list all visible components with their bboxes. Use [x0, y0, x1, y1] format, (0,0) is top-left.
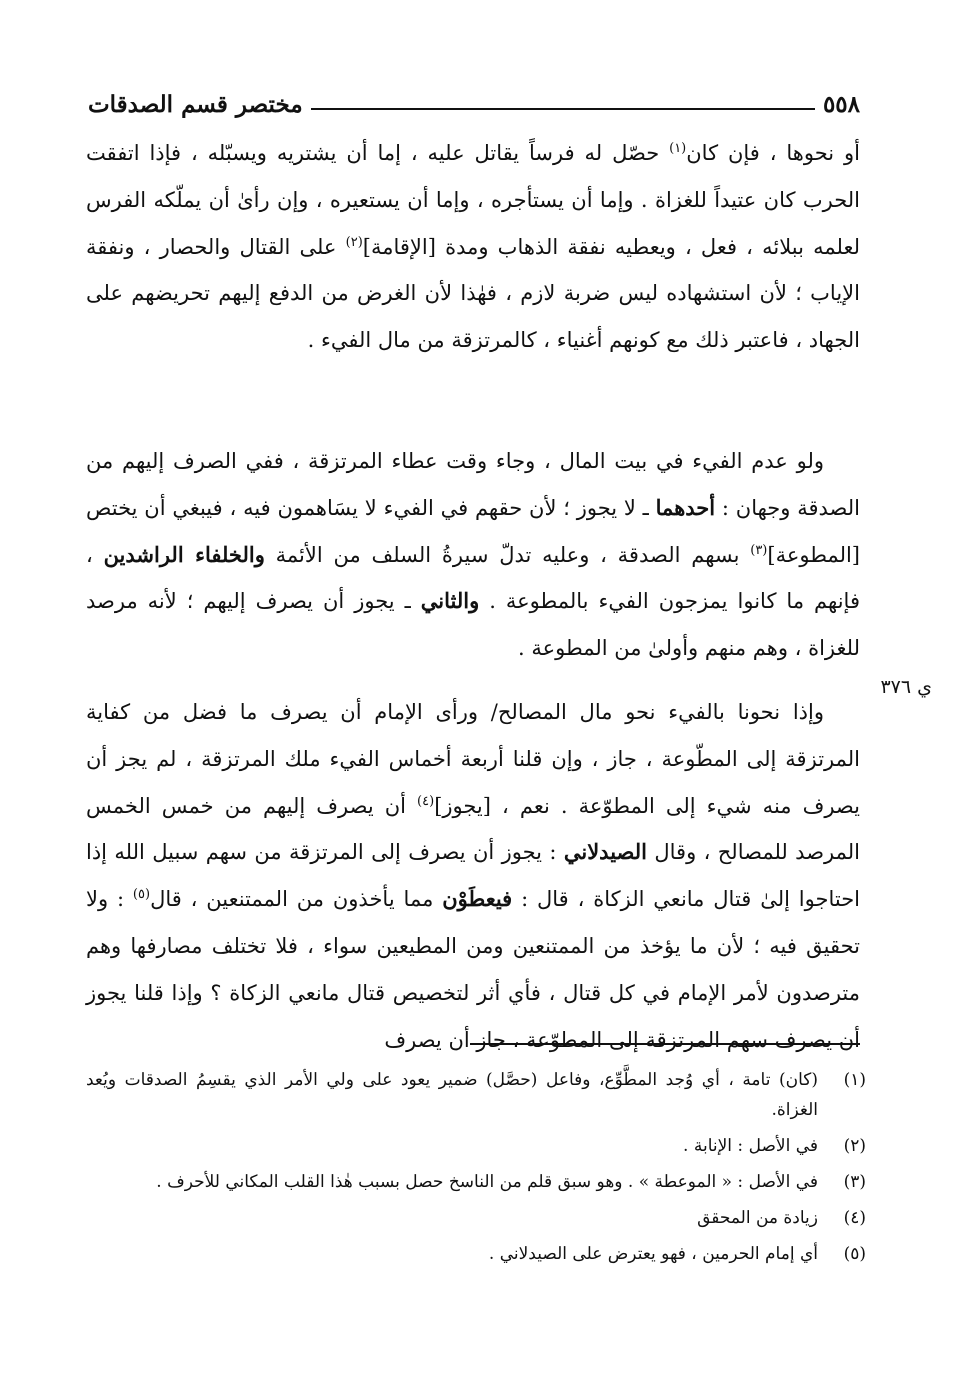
text-run: حصّل له فرساً يقاتل عليه ، إما أن يشتريه ويسبّله ، فإذا اتفقت الحرب كان عتيداً للغزاة . وإما أن يستأجره ، وإما أن يستعيره ، وإن رأىٰ أن يملّكه الفرس لعلمه ببلائه ، فعل ، ويعطيه نفقة الذهاب ومدة [الإقامة]	[86, 141, 860, 259]
footnote-ref-5: (٥)	[132, 887, 151, 903]
text-run: أو نحوها ، فإن كان	[686, 141, 861, 165]
footnote-text: (كان) تامة ، أي وُجد المطَّوِّع، وفاعل (حصَّل) ضمير يعود على ولي الأمر الذي يقسِمُ الصدقات ويُعد الغزاة.	[86, 1070, 818, 1120]
footnote-text: أي إمام الحرمين ، فهو يعترض على الصيدلاني .	[488, 1244, 818, 1264]
bold-term: فيعطَوْن	[442, 886, 513, 912]
paragraph-3	[86, 689, 860, 1063]
text-run: على القتال والحصار ، ونفقة الإياب ؛ لأن استشهاده ليس ضربة لازم ، فهٰذا لأن الغرض من الدفع إليهم تحريضهم على الجهاد ، فاعتبر ذلك مع كونهم أغنياء ، كالمرتزقة من مال الفيء .	[86, 234, 860, 353]
text-run: أن يصرف إليهم من خمس الخمس المرصد للمصالح ، وقال	[86, 793, 860, 865]
footnote-text: في الأصل : الإنابة .	[683, 1136, 818, 1156]
text-run: : ولا تحقيق فيه ؛ لأن ما يؤخذ من الممتنعين ومن المطيعين سواء ، فلا تختلف مصارفها وهم مترصدون لأمر الإمام في كل قتال ، فأي أثر لتخصيص قتال مانعي الزكاة ؟ وإذا قلنا يجوز أن يصرف سهم المرتزقة إلى المطوّعة ، جاز أن يصرف	[86, 887, 860, 1052]
bold-term: والخلفاء الراشدين	[103, 541, 265, 567]
running-header	[88, 84, 860, 124]
text-run: ـ يجوز أن يصرف إليهم ؛ لأنه مرصد للغزاة ، وهم منهم وأولىٰ من المطوعة .	[86, 589, 860, 661]
footnote-ref-1: (١)	[669, 141, 687, 156]
main-text	[86, 130, 860, 1063]
text-run: مما يأخذون من الممتنعين ، قال	[150, 887, 443, 912]
footnote-text: في الأصل : « الموعطة » . وهو سبق قلم من الناسخ حصل بسبب هٰذا القلب المكاني للأحرف .	[156, 1172, 818, 1192]
footnote-number: (١)	[843, 1070, 866, 1090]
paragraph-2	[86, 438, 860, 671]
footnote-text: زيادة من المحقق	[697, 1208, 818, 1228]
footnote-number: (٣)	[843, 1172, 866, 1192]
footnotes	[86, 1065, 866, 1275]
footnote-number: (٤)	[843, 1208, 866, 1228]
footnote-number: (٢)	[843, 1136, 866, 1156]
footnote-ref-3: (٣)	[750, 542, 768, 558]
text-run: ـ لا يجوز ؛ لأن حقهم في الفيء لا يسَاهمون فيه ، فيبغي أن يختص [المطوعة]	[86, 495, 860, 567]
running-title: مختصر قسم الصدقات	[88, 90, 303, 118]
footnote	[86, 1203, 866, 1233]
footnote-ref-4: (٤)	[417, 793, 435, 809]
text-run: وإذا نحونا بالفيء نحو مال المصالح/ ورأى الإمام أن يصرف ما فضل من كفاية المرتزقة إلى المطّوعة ، جاز ، وإن قلنا أربعة أخماس الفيء ملك المرتزقة ، لم يجز أن يصرف منه شيء إلى المطوّعة . نعم ، [يجوز]	[86, 700, 860, 818]
footnote	[86, 1167, 866, 1197]
page-number: ٥٥٨	[822, 90, 860, 118]
footnote-number: (٥)	[843, 1244, 866, 1264]
bold-term: والثاني	[420, 588, 480, 614]
paragraph-1	[86, 130, 860, 411]
footnote-ref-2: (٢)	[345, 234, 363, 250]
text-run: ولو عدم الفيء في بيت المال ، وجاء وقت عطاء المرتزقة ، ففي الصرف إليهم من الصدقة وجهان :	[86, 449, 860, 520]
text-run: ، فإنهم ما كانوا يمزجون الفيء بالمطوعة .	[86, 542, 860, 614]
text-run: بسهم الصدقة ، وعليه تدلّ سيرةُ السلف من الأئمة	[264, 542, 751, 567]
text-run: : يجوز أن يصرف إلى المرتزقة من سهم سبيل الله إذا احتاجوا إلىٰ قتال مانعي الزكاة ، قال :	[86, 840, 861, 912]
header-rule	[311, 108, 815, 110]
footnote	[86, 1239, 866, 1269]
bold-term: الصيدلاني	[563, 839, 647, 865]
bold-term: أحدهما	[655, 494, 716, 520]
margin-reference: ي ٣٧٦	[880, 676, 932, 698]
footnote-separator	[470, 1043, 860, 1045]
footnote	[86, 1065, 866, 1125]
footnote	[86, 1131, 866, 1161]
